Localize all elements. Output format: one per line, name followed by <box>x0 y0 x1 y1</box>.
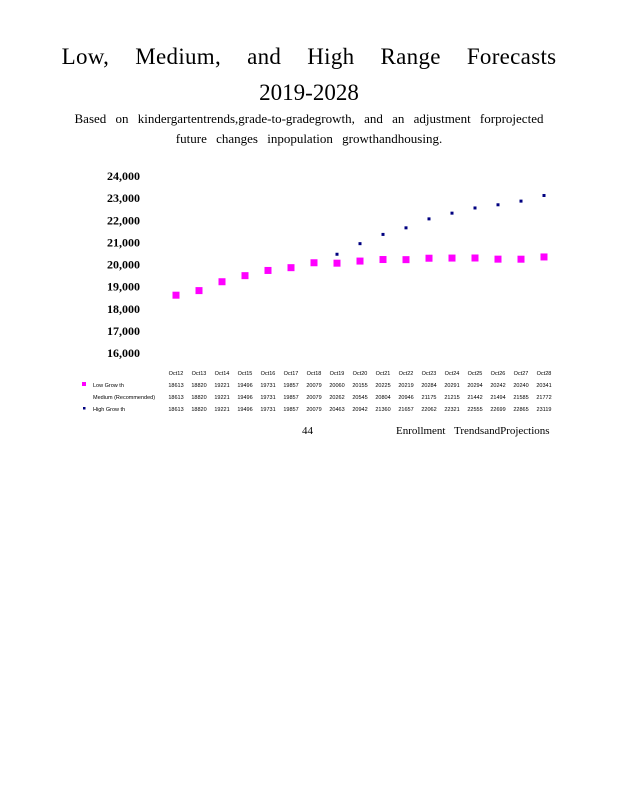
category-label: Oct28 <box>536 371 552 377</box>
footer-doc-title: Enrollment TrendsandProjections <box>396 425 550 437</box>
category-label: Oct27 <box>513 371 529 377</box>
legend-label: Low Grow th <box>93 383 124 389</box>
low-growth-point <box>380 256 387 263</box>
data-table-cell: 21657 <box>398 407 414 413</box>
data-table-cell: 20079 <box>306 383 322 389</box>
category-label: Oct23 <box>421 371 437 377</box>
forecast-chart <box>0 160 618 420</box>
low-growth-point <box>311 259 318 266</box>
low-growth-point <box>219 278 226 285</box>
low-growth-point <box>449 255 456 262</box>
category-label: Oct16 <box>260 371 276 377</box>
data-table-cell: 19857 <box>283 407 299 413</box>
data-table-cell: 19731 <box>260 407 276 413</box>
page-title: Low, Medium, and High Range Forecasts <box>61 44 557 69</box>
data-table-cell: 20262 <box>329 395 345 401</box>
data-table-cell: 21494 <box>490 395 506 401</box>
category-label: Oct13 <box>191 371 207 377</box>
data-table-cell: 18820 <box>191 395 207 401</box>
low-growth-point <box>288 264 295 271</box>
low-growth-point <box>265 267 272 274</box>
data-table-cell: 20946 <box>398 395 414 401</box>
category-label: Oct22 <box>398 371 414 377</box>
data-table-cell: 20942 <box>352 407 368 413</box>
high-growth-point <box>451 212 454 215</box>
data-table-cell: 20219 <box>398 383 414 389</box>
data-table-cell: 20804 <box>375 395 391 401</box>
category-label: Oct24 <box>444 371 460 377</box>
data-table-cell: 19857 <box>283 383 299 389</box>
data-table-cell: 22865 <box>513 407 529 413</box>
y-tick-label: 19,000 <box>107 279 140 294</box>
low-growth-point <box>357 258 364 265</box>
category-label: Oct19 <box>329 371 345 377</box>
data-table-cell: 20545 <box>352 395 368 401</box>
high-growth-point <box>428 217 431 220</box>
data-table-cell: 21585 <box>513 395 529 401</box>
data-table-cell: 21175 <box>421 395 437 401</box>
category-label: Oct21 <box>375 371 391 377</box>
data-table-cell: 19731 <box>260 395 276 401</box>
data-table-cell: 19496 <box>237 407 253 413</box>
high-growth-point <box>405 226 408 229</box>
data-table-cell: 22321 <box>444 407 460 413</box>
data-table-cell: 18820 <box>191 407 207 413</box>
low-growth-point <box>472 254 479 261</box>
category-label: Oct20 <box>352 371 368 377</box>
page-number: 44 <box>302 425 313 437</box>
data-table-cell: 20225 <box>375 383 391 389</box>
data-table-cell: 20291 <box>444 383 460 389</box>
y-tick-label: 22,000 <box>107 213 140 228</box>
data-table-cell: 23119 <box>536 407 552 413</box>
data-table-cell: 20079 <box>306 407 322 413</box>
high-growth-point <box>474 206 477 209</box>
low-growth-point <box>173 292 180 299</box>
category-label: Oct18 <box>306 371 322 377</box>
low-growth-point <box>518 256 525 263</box>
y-tick-label: 24,000 <box>107 169 140 183</box>
data-table-cell: 18820 <box>191 383 207 389</box>
high-growth-point <box>543 194 546 197</box>
y-tick-label: 20,000 <box>107 257 140 272</box>
low-growth-point <box>334 260 341 267</box>
y-tick-label: 17,000 <box>107 323 140 338</box>
data-table-cell: 22062 <box>421 407 437 413</box>
subtitle-line-1: Based on kindergartentrends,grade-to-gradegrowth, and an adjustment forprojected <box>74 111 544 126</box>
data-table-cell: 19496 <box>237 383 253 389</box>
data-table-cell: 19857 <box>283 395 299 401</box>
y-tick-label: 21,000 <box>107 235 140 250</box>
y-tick-label: 16,000 <box>107 346 140 360</box>
data-table-cell: 20242 <box>490 383 506 389</box>
data-table-cell: 20294 <box>467 383 483 389</box>
category-label: Oct12 <box>168 371 184 377</box>
data-table-cell: 18613 <box>168 395 184 401</box>
data-table-cell: 20060 <box>329 383 345 389</box>
y-tick-label: 18,000 <box>107 301 140 316</box>
category-label: Oct17 <box>283 371 299 377</box>
high-growth-point <box>382 233 385 236</box>
low-growth-point <box>242 272 249 279</box>
data-table-cell: 20341 <box>536 383 552 389</box>
data-table-cell: 20079 <box>306 395 322 401</box>
low-growth-point <box>541 253 548 260</box>
data-table-cell: 21215 <box>444 395 460 401</box>
data-table-cell: 20240 <box>513 383 529 389</box>
data-table-cell: 21772 <box>536 395 552 401</box>
category-label: Oct15 <box>237 371 253 377</box>
data-table-cell: 19221 <box>214 395 230 401</box>
high-growth-point <box>336 253 339 256</box>
subtitle-line-2: future changes inpopulation growthandhousing. <box>175 131 443 146</box>
data-table-cell: 19496 <box>237 395 253 401</box>
low-growth-point <box>495 256 502 263</box>
y-tick-label: 23,000 <box>107 191 140 206</box>
data-table-cell: 19221 <box>214 383 230 389</box>
page-title-years: 2019-2028 <box>259 80 359 105</box>
legend-label: Medium (Recommended) <box>93 395 156 401</box>
high-growth-point <box>497 203 500 206</box>
data-table-cell: 20463 <box>329 407 345 413</box>
low-growth-point <box>403 256 410 263</box>
low-growth-point <box>196 287 203 294</box>
legend-key-low <box>82 382 86 386</box>
data-table-cell: 22555 <box>467 407 483 413</box>
data-table-cell: 18613 <box>168 407 184 413</box>
data-table-cell: 19731 <box>260 383 276 389</box>
data-table-cell: 21442 <box>467 395 483 401</box>
data-table-cell: 20155 <box>352 383 368 389</box>
data-table-cell: 18613 <box>168 383 184 389</box>
high-growth-point <box>359 242 362 245</box>
data-table-cell: 21360 <box>375 407 391 413</box>
category-label: Oct25 <box>467 371 483 377</box>
category-label: Oct14 <box>214 371 230 377</box>
legend-label: High Grow th <box>93 407 126 413</box>
high-growth-point <box>520 200 523 203</box>
low-growth-point <box>426 255 433 262</box>
data-table-cell: 22699 <box>490 407 506 413</box>
legend-key-high <box>83 407 86 410</box>
data-table-cell: 20284 <box>421 383 437 389</box>
data-table-cell: 19221 <box>214 407 230 413</box>
category-label: Oct26 <box>490 371 506 377</box>
